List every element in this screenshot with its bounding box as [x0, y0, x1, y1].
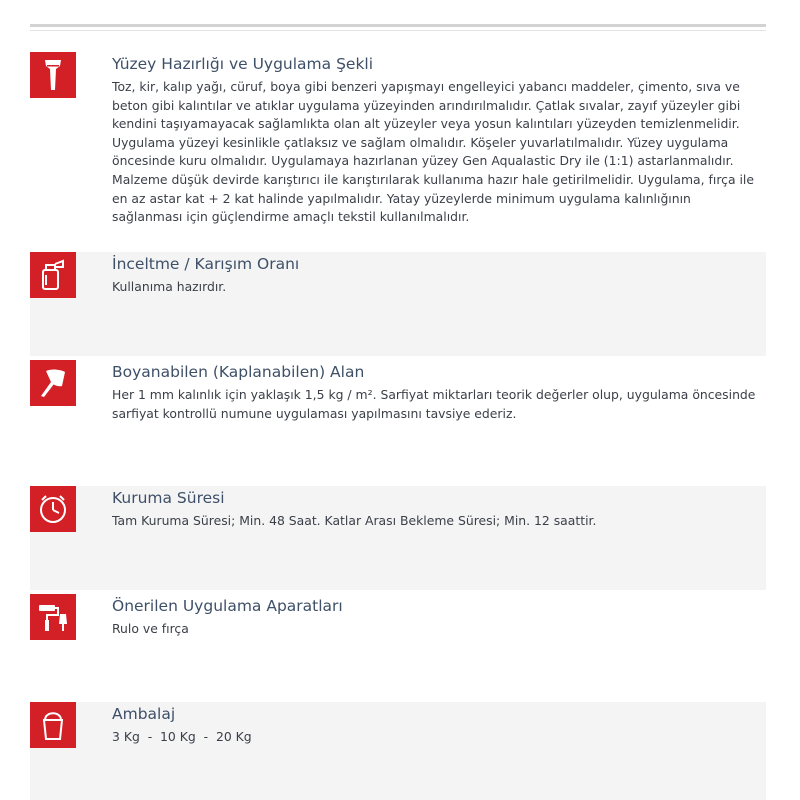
section-packaging — [30, 702, 766, 800]
section-thinning — [30, 252, 766, 356]
section-title: Kuruma Süresi — [112, 489, 225, 507]
section-title: Yüzey Hazırlığı ve Uygulama Şekli — [112, 55, 374, 73]
roller-icon — [30, 594, 76, 640]
section-text: Toz, kir, kalıp yağı, cüruf, boya gibi benzeri yapışmayı engelleyici yabancı maddeler, çimento, sıva ve beton gibi kalıntılar ve atıklar uygulama yüzeyinden arındırılmalıdır. Çatlak sıvalar, zayıf yüzeyler gibi kendini taşıyamayacak sağlamlıkta olan alt yüzeyler veya yosun kalıntıları yüzeyden temizlenmelidir. Uygulama yüzeyi kesinlikle çatlaksız ve sağlam olmalıdır. Köşeler yuvarlatılmalıdır. Yüzey uygulama öncesinde kuru olmalıdır. Uygulamaya hazırlanan yüzey Gen Aqualastic Dry ile (1:1) astarlanmalıdır. Malzeme düşük devirde karıştırıcı ile karıştırılarak kullanıma hazır hale getirilmelidir. Uygulama, fırça ile en az astar kat + 2 kat halinde yapılmalıdır. Yatay yüzeylerde minimum uygulama kalınlığının sağlanması için güçlendirme amaçlı tekstil kullanılmalıdır. — [112, 79, 754, 225]
section-title: Önerilen Uygulama Aparatları — [112, 597, 343, 615]
section-text: Tam Kuruma Süresi; Min. 48 Saat. Katlar Arası Bekleme Süresi; Min. 12 saattir. — [112, 513, 597, 528]
brush-icon — [30, 52, 76, 98]
section-text: 3 Kg - 10 Kg - 20 Kg — [112, 729, 252, 744]
section-text: Kullanıma hazırdır. — [112, 279, 227, 294]
top-divider-thin — [30, 30, 766, 31]
section-drying-time — [30, 486, 766, 590]
section-tools — [30, 594, 766, 698]
section-surface-prep — [30, 52, 766, 248]
section-title: Ambalaj — [112, 705, 176, 723]
top-divider — [30, 24, 766, 27]
spray-can-icon — [30, 252, 76, 298]
section-coverage — [30, 360, 766, 484]
clock-icon — [30, 486, 76, 532]
section-title: İnceltme / Karışım Oranı — [112, 255, 300, 273]
bucket-icon — [30, 702, 76, 748]
section-text: Her 1 mm kalınlık için yaklaşık 1,5 kg / m². Sarfiyat miktarları teorik değerler olup, uygulama öncesinde sarfiyat kontrollü numune uygulaması yapılmasını tavsiye ederiz. — [112, 387, 756, 421]
section-title: Boyanabilen (Kaplanabilen) Alan — [112, 363, 365, 381]
section-text: Rulo ve fırça — [112, 621, 189, 636]
paint-brush-icon — [30, 360, 76, 406]
